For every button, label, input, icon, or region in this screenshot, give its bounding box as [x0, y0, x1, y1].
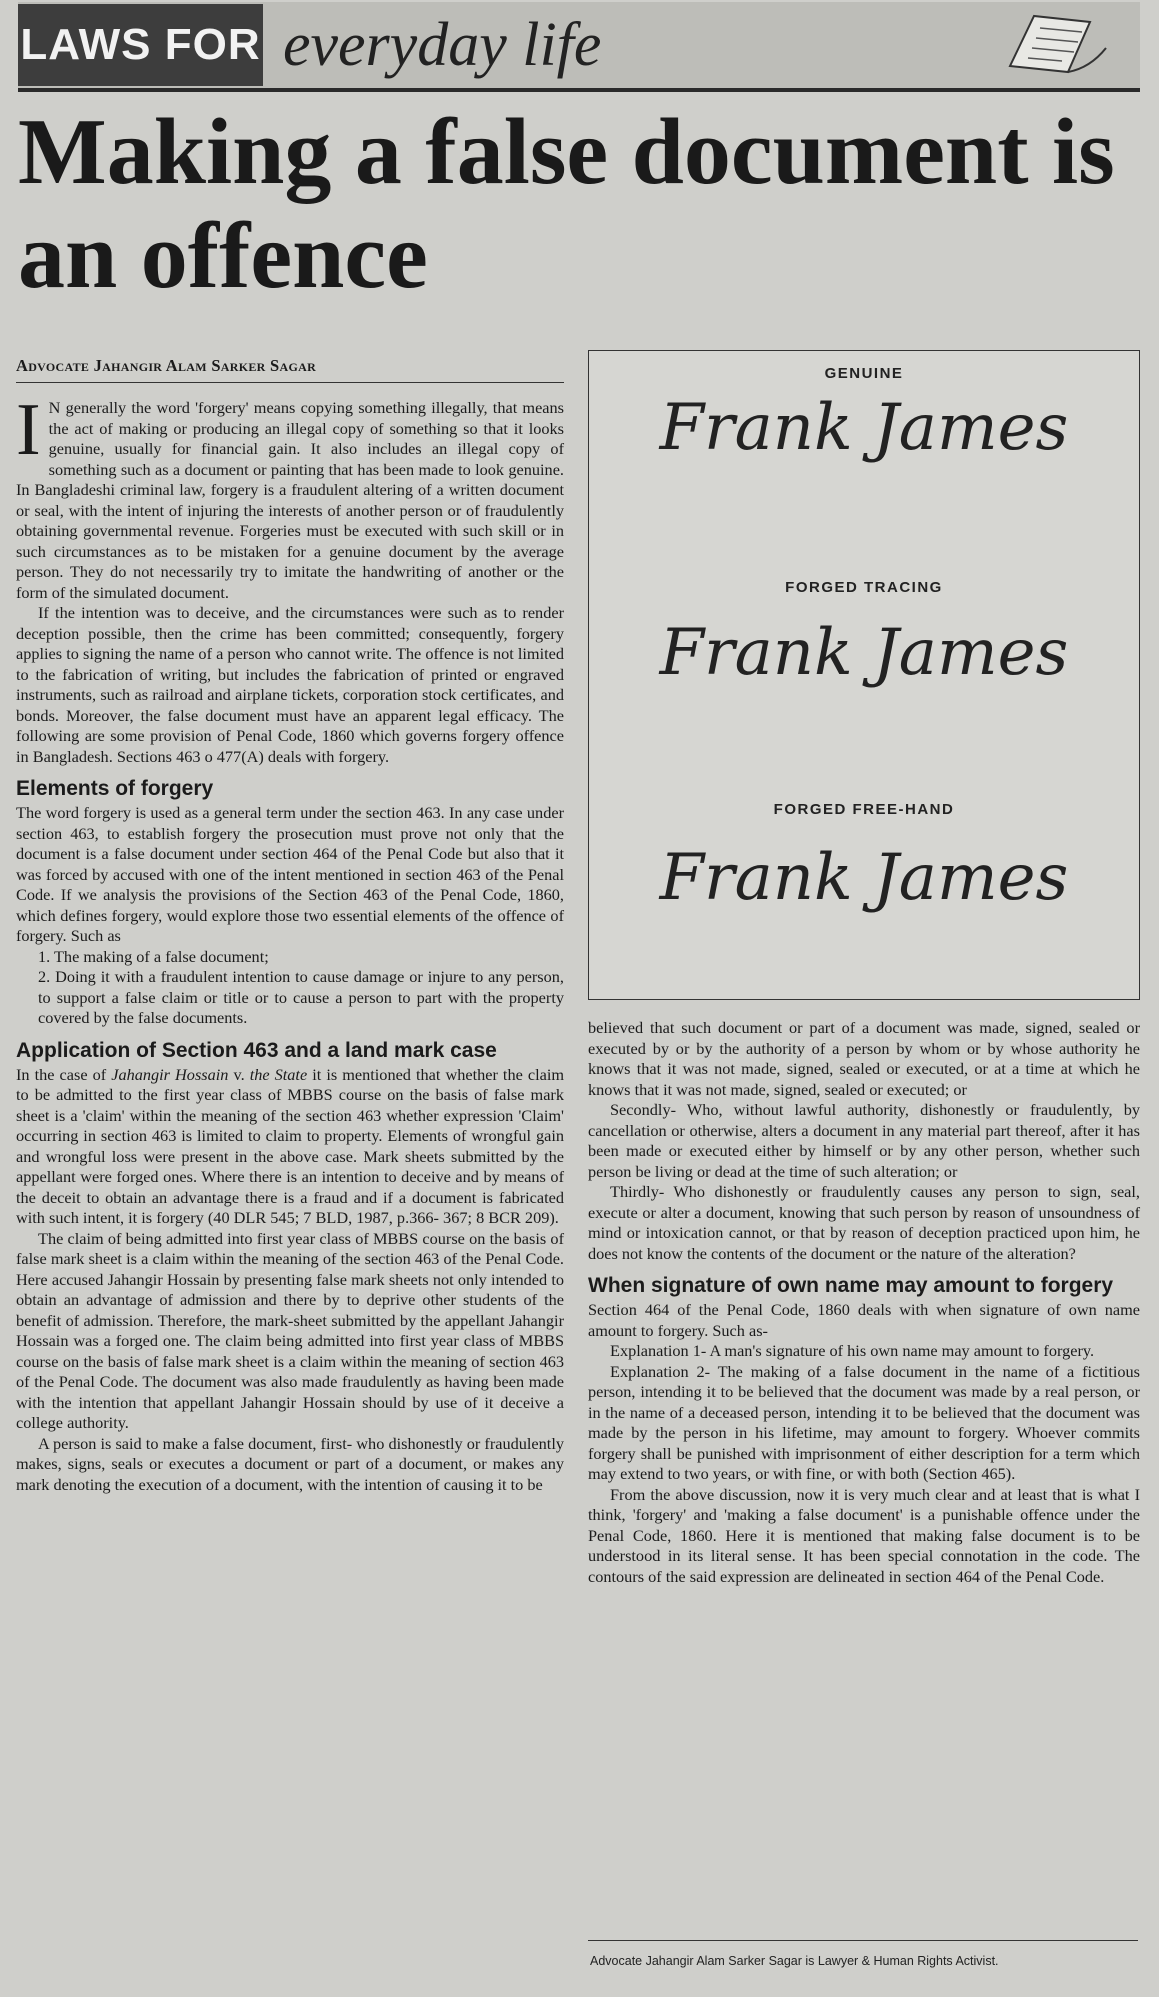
signature-figure: [588, 350, 1140, 1000]
left-column: [16, 389, 565, 1495]
intro-paragraph: I N generally the word 'forgery' means copying something illegally, that means the act of making or producing an illegal copy of something so that it looks genuine, usually for financial gain. It also includes an illegal copy of something such as a document or painting that has been made to look genuine. In Bangladeshi criminal law, forgery is a fraudulent altering of a written document or seal, with the intent of injuring the interests of another person or of fraudulently obtaining governmental revenue. Forgeries must be executed with such skill or in such circumstances as to be mistaken for a genuine document by the average person. They do not necessarily try to imitate the handwriting of another or the form of the simulated document.: [16, 389, 564, 602]
paragraph: The word forgery is used as a general term under the section 463. In any case under section 463, to establish forgery the prosecution must prove not only that the document is a false document under section 464 of the Penal Code but also that it was forced by accused with one of the intent mentioned in section 463 of the Penal Code. If we analysis the provisions of the Section 463 of the Penal Code, 1860, which defines forgery, would explore those two essential elements of the offence of forgery. Such as: [16, 803, 564, 945]
paragraph: In the case of Jahangir Hossain v. the State it is mentioned that whether the claim to be admitted to the first year class of MBBS course on the basis of false mark sheet is a 'claim' within the meaning of the section 463 whether expression 'Claim' occurring in section 463 is limited to claim to property. Elements of wrongful gain and wrongful loss were present in the above case. Mark sheets submitted by the appellant were forged ones. Where there is an intention to deceive and by means of the deceit to obtain an advantage there is a fraud and if a document is fabricated with such intent, it is forgery (40 DLR 545; 7 BLD, 1987, p.366- 367; 8 BCR 209).: [16, 1064, 565, 1227]
paragraph: believed that such document or part of a document was made, signed, sealed or executed by or by the authority of a person by whom or by whose authority he knows that it was not made, signed, sealed or executed, or at a time at which he knows that it was not made, signed, sealed or executed; or: [588, 1018, 1140, 1099]
paragraph: A person is said to make a false document, first- who dishonestly or fraudulently makes, signs, seals or executes a document or part of a document, or makes any mark denoting the execution of a document, with the intention of causing it to be: [16, 1433, 564, 1494]
paragraph: Explanation 1- A man's signature of his own name may amount to forgery.: [610, 1341, 1095, 1360]
paragraph: Section 464 of the Penal Code, 1860 deals with when signature of own name amount to forgery. Such as-: [588, 1300, 1140, 1340]
subheading-signature: When signature of own name may amount to forgery: [588, 1274, 1114, 1297]
subheading-application: Application of Section 463 and a land mark case: [16, 1038, 497, 1062]
signature-forged-tracing: Frank James: [659, 616, 1069, 690]
drop-cap: I: [16, 389, 41, 471]
banner-label: LAWS FOR: [18, 4, 263, 86]
caption-forged-freehand: FORGED FREE-HAND: [773, 801, 955, 818]
byline: Advocate Jahangir Alam Sarker Sagar: [16, 356, 564, 383]
author-note: Advocate Jahangir Alam Sarker Sagar is Lawyer & Human Rights Activist.: [590, 1954, 999, 1968]
signature-genuine: Frank James: [659, 391, 1069, 465]
paragraph: The claim of being admitted into first year class of MBBS course on the basis of false mark sheet is a claim within the meaning of the section 463 of the Penal Code. Here accused Jahangir Hossain by presenting false mark sheets not only intended to obtain an advantage of admission and there by to deprive other students of the benefit of admission. Therefore, the mark-sheet submitted by the appellant Jahangir Hossain was a forged one. The claim being admitted into first year class of MBBS course on the basis of false mark sheet is a claim within the meaning of section 463 of the Penal Code. The document was also made fraudulently as having been made with the intention that appellant Jahangir Hossain should by use of it deceive a college authority.: [16, 1228, 564, 1432]
paper-scroll-icon: [990, 8, 1110, 78]
right-column: [588, 1018, 1140, 1587]
footer-rule: [588, 1940, 1138, 1941]
caption-forged-tracing: FORGED TRACING: [785, 579, 943, 596]
list-item: 2. Doing it with a fraudulent intention to cause damage or injure to any person, to support a false claim or title or to cause a person to part with the property covered by the false documents.: [38, 967, 564, 1027]
list-item: 1. The making of a false document;: [38, 946, 269, 966]
paragraph: Secondly- Who, without lawful authority, dishonestly or fraudulently, by cancellation or otherwise, alters a document in any material part thereof, after it has been made or executed either by himself or by any other person, whether such person be living or dead at the time of such alteration; or: [588, 1100, 1140, 1181]
subheading-elements: Elements of forgery: [16, 777, 214, 800]
headline: Making a false document is an offence: [18, 100, 1115, 308]
caption-genuine: GENUINE: [824, 365, 904, 382]
paragraph: Explanation 2- The making of a false document in the name of a fictitious person, intending it to be believed that the document was made by a real person, or in the name of a deceased person, intending it to be believed that the document was made by the person in his lifetime, may amount to forgery. Whoever commits forgery shall be punished with imprisonment of either description for a term which may extend to two years, or with fine, or with both (Section 465).: [588, 1361, 1140, 1483]
paragraph: From the above discussion, now it is very much clear and at least that is what I think, 'forgery' and 'making a false document' is a punishable offence under the Penal Code, 1860. Here it is mentioned that making false document is to be understood in its literal sense. It has been special connotation in the code. The contours of the said expression are delineated in section 464 of the Penal Code.: [588, 1484, 1140, 1586]
paragraph: Thirdly- Who dishonestly or fraudulently causes any person to sign, seal, execute or alter a document, knowing that such person by reason of unsoundness of mind or intoxication cannot, or that by reason of deception practiced upon him, he does not know the contents of the document or the nature of the alteration?: [588, 1182, 1140, 1263]
paragraph: If the intention was to deceive, and the circumstances were such as to render deception possible, then the crime has been committed; consequently, forgery applies to signing the name of a person who cannot write. The offence is not limited to the fabrication of writing, but includes the fabrication of printed or engraved instruments, such as railroad and airplane tickets, corporation stock certificates, and bonds. Moreover, the false document must have an apparent legal efficacy. The following are some provision of Penal Code, 1860 which governs forgery offence in Bangladesh. Sections 463 o 477(A) deals with forgery.: [16, 603, 564, 766]
banner-italic-title: everyday life: [283, 11, 602, 79]
signature-forged-freehand: Frank James: [659, 841, 1069, 915]
section-banner: [18, 2, 1140, 92]
